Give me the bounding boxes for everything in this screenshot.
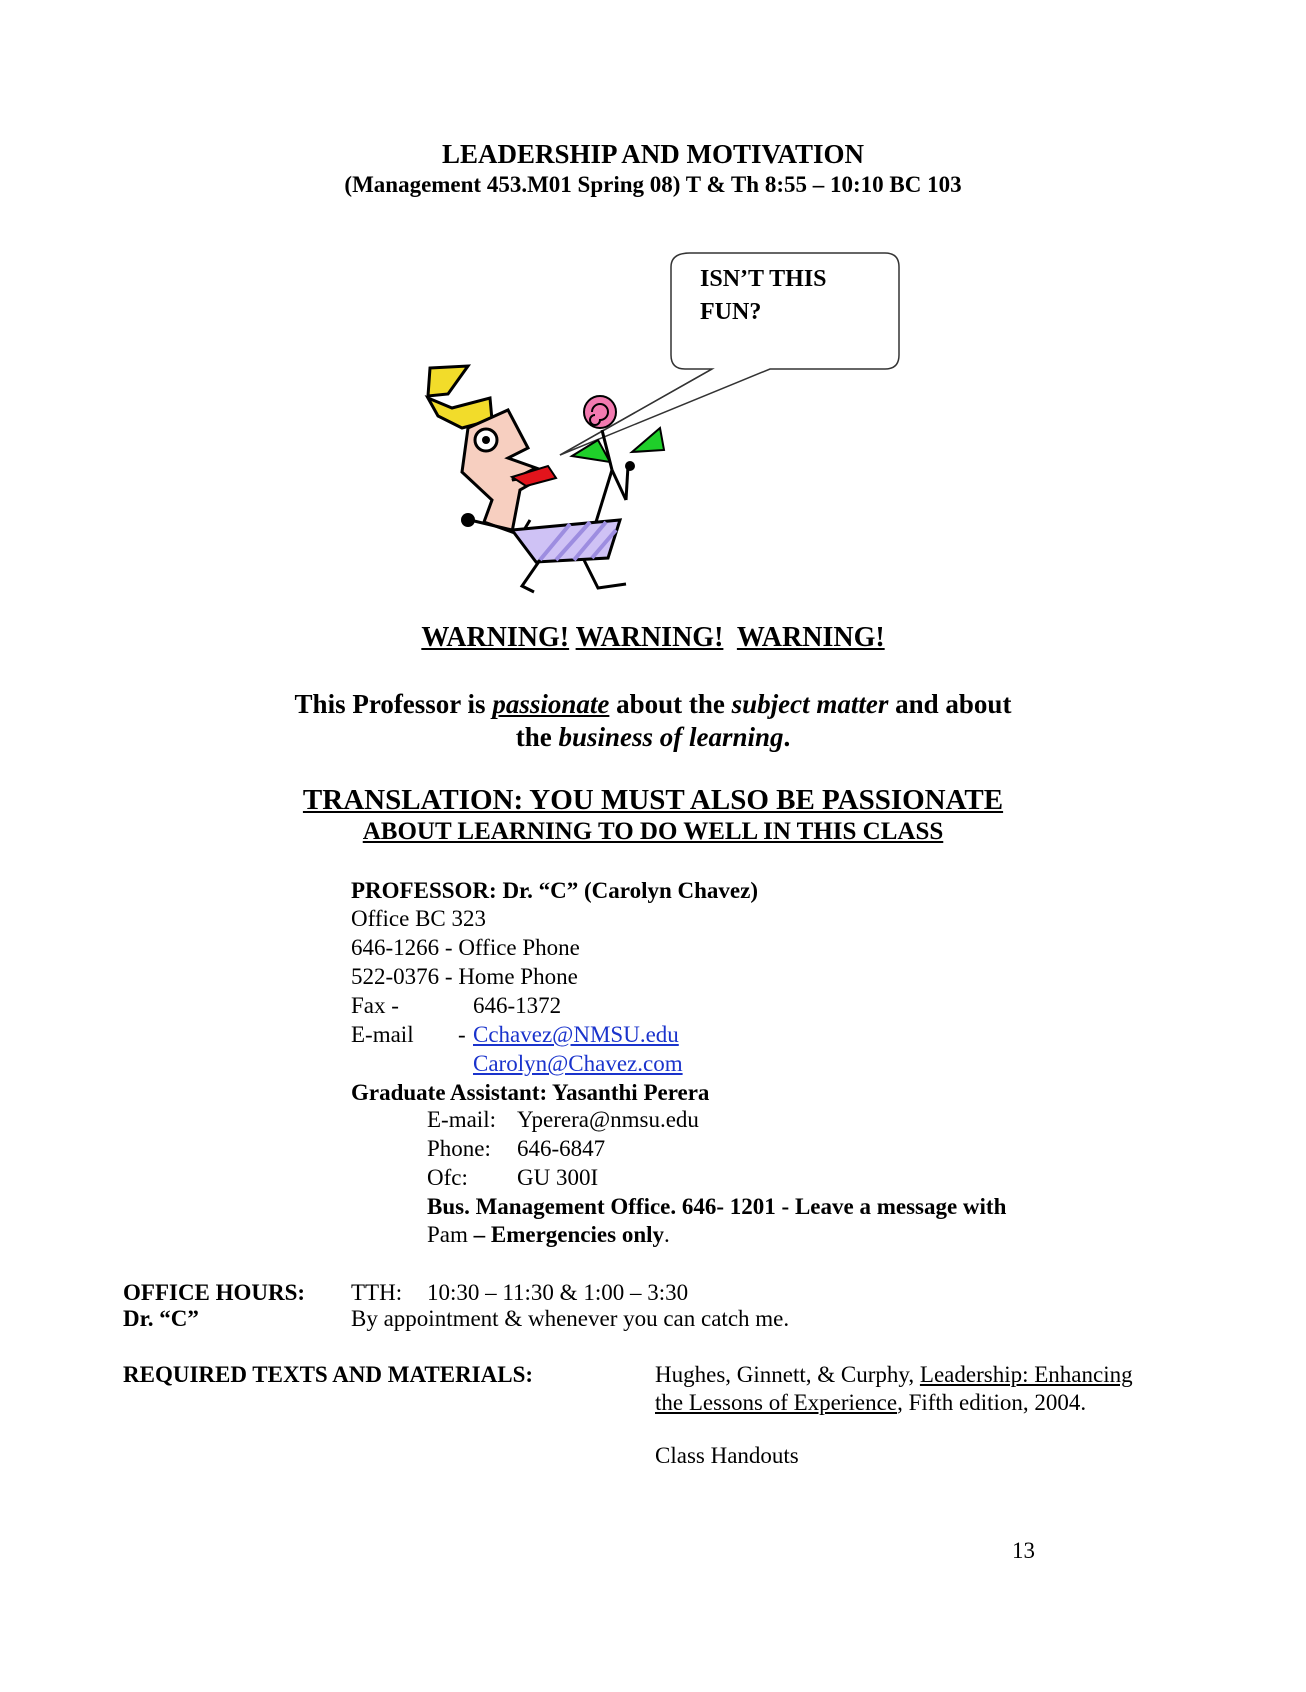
professor-fax: 646-1372 <box>473 993 562 1018</box>
professor-email-label: E-mail <box>351 1022 414 1047</box>
office-hours-label: OFFICE HOURS: <box>123 1280 306 1305</box>
professor-name: : Dr. “C” (Carolyn Chavez) <box>489 878 758 903</box>
bus-office-line-2 <box>427 1222 670 1248</box>
office-hours-tth: 10:30 – 11:30 & 1:00 – 3:30 <box>427 1280 689 1305</box>
office-hours-appointment: By appointment & whenever you can catch me. <box>351 1306 790 1331</box>
passion-line-1 <box>0 689 1306 720</box>
passion-text: about the <box>609 689 732 719</box>
professor-office: Office BC 323 <box>351 906 487 931</box>
speech-line-1: ISN’T THIS <box>700 266 827 292</box>
textbook-line-2 <box>655 1390 1086 1416</box>
passion-emphasis: passionate <box>492 689 610 719</box>
textbook-line-1 <box>655 1362 1133 1388</box>
bus-office-emergency: – Emergencies only <box>467 1222 664 1247</box>
textbook-title: Leadership: Enhancing <box>919 1362 1133 1387</box>
assistant-office: GU 300I <box>517 1165 599 1190</box>
warning-3: WARNING! <box>736 622 885 653</box>
passion-text: . <box>783 722 791 752</box>
professor-line <box>351 878 758 904</box>
bus-office-line-1: Bus. Management Office. 646- 1201 - Leave a message with <box>427 1194 1007 1219</box>
bus-office-contact: Pam <box>427 1222 468 1247</box>
hair-top <box>428 366 468 396</box>
passion-text: the <box>515 722 559 752</box>
passion-line-2 <box>0 722 1306 753</box>
assistant-email-label: E-mail: <box>427 1107 496 1132</box>
professor-office-phone: 646-1266 - Office Phone <box>351 935 580 960</box>
passion-text: This Professor is <box>294 689 493 719</box>
professor-email-link-2[interactable]: Carolyn@Chavez.com <box>473 1051 683 1076</box>
professor-cartoon <box>0 0 1306 640</box>
professor-fax-label: Fax - <box>351 993 399 1018</box>
textbook-edition: , Fifth edition, 2004. <box>897 1390 1087 1415</box>
warning-1: WARNING! <box>421 622 570 653</box>
bus-office-period: . <box>664 1222 670 1247</box>
office-hours-tth-label: TTH: <box>351 1280 403 1305</box>
passion-emphasis: business of learning <box>558 722 784 752</box>
professor-home-phone: 522-0376 - Home Phone <box>351 964 578 989</box>
assistant-phone-label: Phone: <box>427 1136 491 1161</box>
textbook-authors: Hughes, Ginnett, & Curphy, <box>655 1362 920 1387</box>
passion-text: and about <box>888 689 1012 719</box>
speech-line-2: FUN? <box>700 299 762 325</box>
assistant-office-label: Ofc: <box>427 1165 468 1190</box>
textbook-title-cont: the Lessons of Experience <box>655 1390 898 1415</box>
translation-heading: TRANSLATION: YOU MUST ALSO BE PASSIONATE <box>302 784 1004 816</box>
office-hours-person: Dr. “C” <box>123 1306 199 1331</box>
required-texts-label: REQUIRED TEXTS AND MATERIALS: <box>123 1362 534 1387</box>
page-title: LEADERSHIP AND MOTIVATION <box>441 139 865 169</box>
assistant-email: Yperera@nmsu.edu <box>517 1107 699 1132</box>
professor-email-link-1[interactable]: Cchavez@NMSU.edu <box>473 1022 679 1047</box>
course-subtitle: (Management 453.M01 Spring 08) T & Th 8:55 – 10:10 BC 103 <box>344 172 962 197</box>
warning-2: WARNING! <box>575 622 724 653</box>
professor-email-dash: - <box>458 1022 466 1047</box>
translation-subheading: ABOUT LEARNING TO DO WELL IN THIS CLASS <box>362 818 944 845</box>
assistant-phone: 646-6847 <box>517 1136 606 1161</box>
professor-label: PROFESSOR <box>351 878 490 903</box>
passion-emphasis: subject matter <box>731 689 889 719</box>
page-number: 13 <box>1012 1538 1035 1563</box>
assistant-heading: Graduate Assistant: Yasanthi Perera <box>351 1080 710 1105</box>
leaf-right <box>632 428 664 452</box>
class-handouts: Class Handouts <box>655 1443 799 1468</box>
warning-line <box>0 622 1306 654</box>
speech-bubble-text <box>700 263 860 329</box>
